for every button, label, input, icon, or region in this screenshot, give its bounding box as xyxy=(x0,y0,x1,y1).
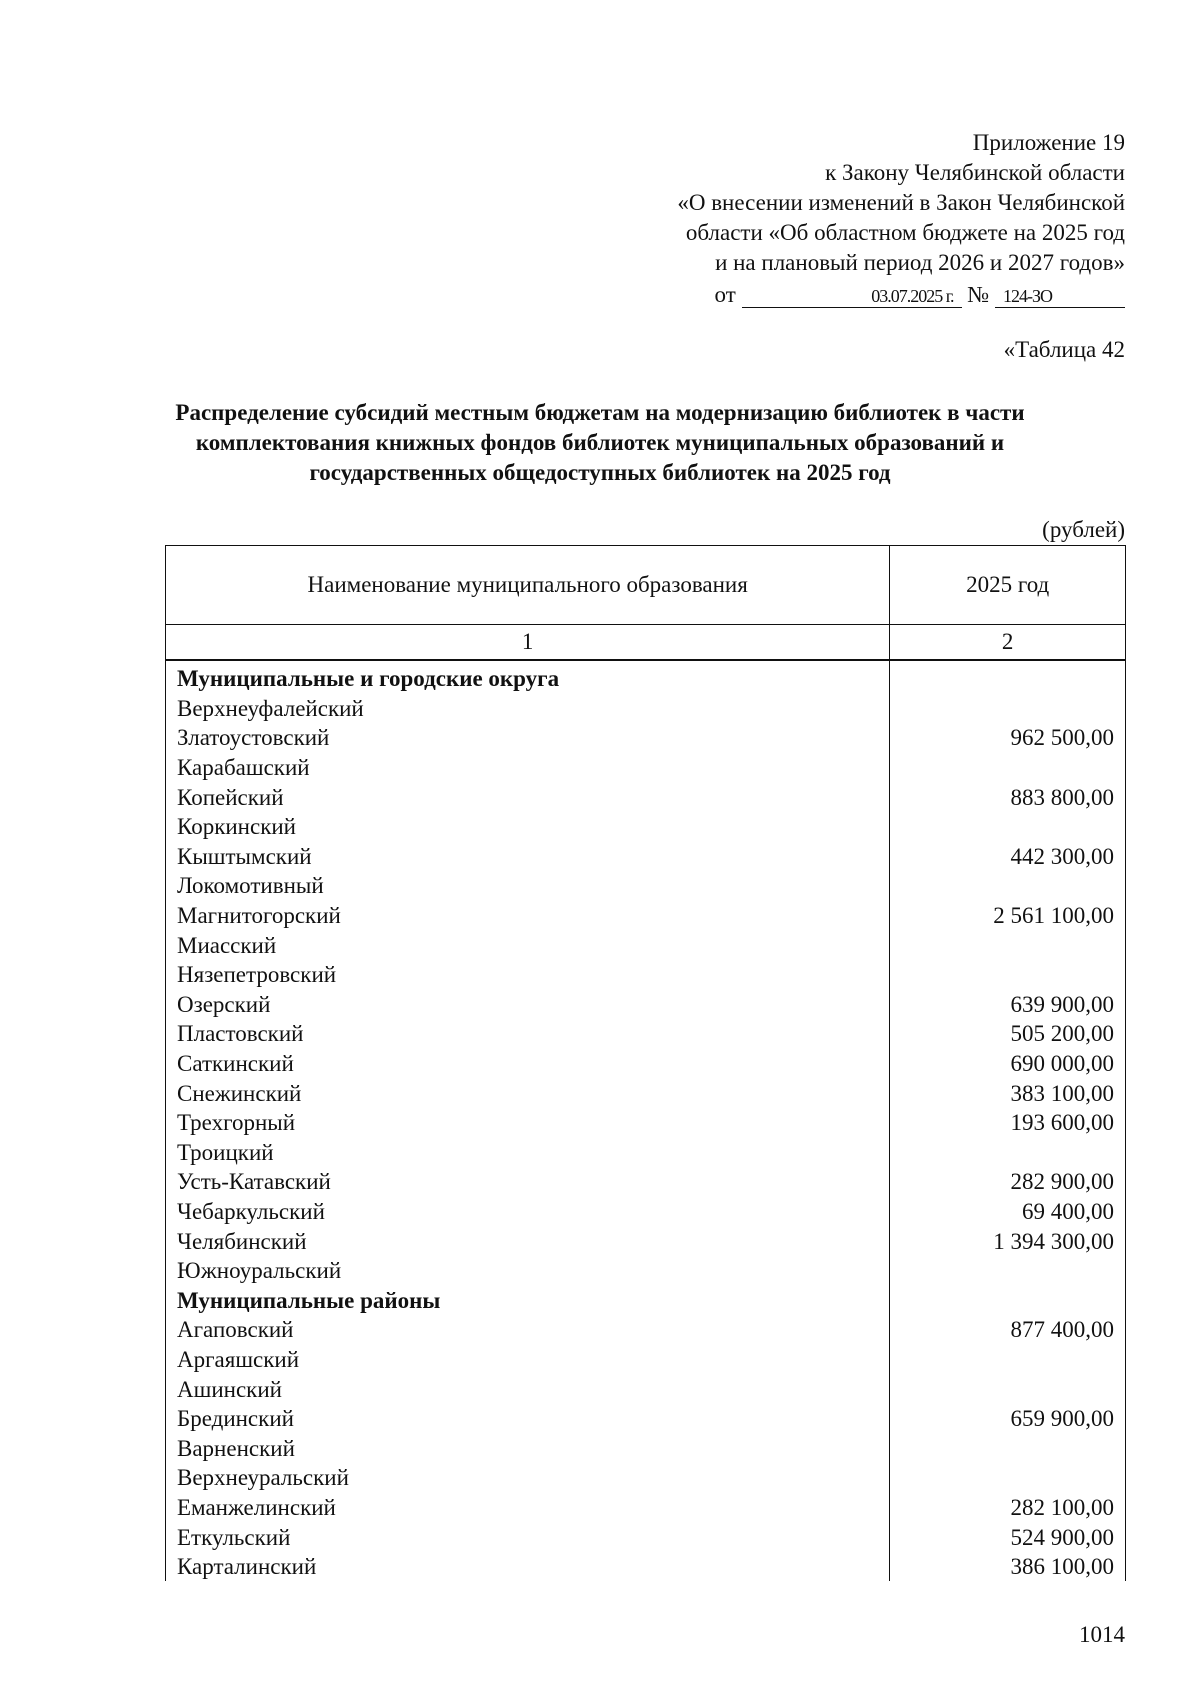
municipality-name: Магнитогорский xyxy=(166,901,890,931)
subsidy-amount xyxy=(890,1345,1126,1375)
subsidy-amount: 386 100,00 xyxy=(890,1552,1126,1582)
subsidy-amount: 282 100,00 xyxy=(890,1493,1126,1523)
table-row xyxy=(166,1197,1126,1227)
header-line: и на плановый период 2026 и 2027 годов» xyxy=(715,250,1125,275)
municipality-name: Верхнеуфалейский xyxy=(166,694,890,724)
table-row xyxy=(166,1256,1126,1286)
municipality-name: Челябинский xyxy=(166,1226,890,1256)
municipality-name: Усть-Катавский xyxy=(166,1167,890,1197)
table-row xyxy=(166,1493,1126,1523)
table-row xyxy=(166,1167,1126,1197)
table-row xyxy=(166,1226,1126,1256)
page-number: 1014 xyxy=(1079,1622,1125,1647)
municipality-name: Ашинский xyxy=(166,1374,890,1404)
subsidy-amount xyxy=(890,1285,1126,1315)
table-row xyxy=(166,930,1126,960)
municipality-name: Верхнеуральский xyxy=(166,1463,890,1493)
header-line: к Закону Челябинской области xyxy=(825,160,1125,185)
table-section-row xyxy=(166,1285,1126,1315)
subsidy-amount: 877 400,00 xyxy=(890,1315,1126,1345)
subsidy-amount: 690 000,00 xyxy=(890,1049,1126,1079)
municipality-name: Трехгорный xyxy=(166,1108,890,1138)
municipality-name: Кыштымский xyxy=(166,842,890,872)
subsidy-amount: 883 800,00 xyxy=(890,782,1126,812)
subsidy-amount xyxy=(890,871,1126,901)
header-line: «О внесении изменений в Закон Челябинской xyxy=(677,190,1125,215)
table-row xyxy=(166,1433,1126,1463)
subsidy-amount xyxy=(890,1433,1126,1463)
table-row xyxy=(166,1108,1126,1138)
header-line: области «Об областном бюджете на 2025 год xyxy=(685,220,1125,245)
municipality-name: Аргаяшский xyxy=(166,1345,890,1375)
municipality-name: Агаповский xyxy=(166,1315,890,1345)
subsidy-amount: 69 400,00 xyxy=(890,1197,1126,1227)
subsidy-amount xyxy=(890,930,1126,960)
law-registration-line xyxy=(565,280,1125,310)
municipality-name: Еманжелинский xyxy=(166,1493,890,1523)
subsidy-amount xyxy=(890,694,1126,724)
subsidy-amount xyxy=(890,660,1126,694)
subsidy-amount: 282 900,00 xyxy=(890,1167,1126,1197)
subsidy-amount: 524 900,00 xyxy=(890,1522,1126,1552)
table-row xyxy=(166,1078,1126,1108)
municipality-name: Чебаркульский xyxy=(166,1197,890,1227)
subsidy-amount xyxy=(890,1138,1126,1168)
subsidy-amount: 193 600,00 xyxy=(890,1108,1126,1138)
units-label: (рублей) xyxy=(1042,517,1125,542)
municipality-name: Нязепетровский xyxy=(166,960,890,990)
subsidy-amount: 639 900,00 xyxy=(890,990,1126,1020)
subsidy-amount xyxy=(890,1256,1126,1286)
table-row xyxy=(166,723,1126,753)
municipality-name: Варненский xyxy=(166,1433,890,1463)
table-row xyxy=(166,960,1126,990)
subsidy-amount: 2 561 100,00 xyxy=(890,901,1126,931)
column-number-1: 1 xyxy=(166,625,890,661)
header-line: Приложение 19 xyxy=(972,130,1125,155)
column-header-year: 2025 год xyxy=(890,546,1126,625)
municipality-name: Озерский xyxy=(166,990,890,1020)
column-header-name: Наименование муниципального образования xyxy=(166,546,890,625)
section-title: Муниципальные районы xyxy=(166,1285,890,1315)
table-row xyxy=(166,1404,1126,1434)
table-row xyxy=(166,694,1126,724)
table-row xyxy=(166,782,1126,812)
section-title: Муниципальные и городские округа xyxy=(166,660,890,694)
subsidy-amount: 383 100,00 xyxy=(890,1078,1126,1108)
table-number: «Таблица 42 xyxy=(1003,337,1125,362)
subsidy-amount: 442 300,00 xyxy=(890,842,1126,872)
from-label: от xyxy=(714,282,736,307)
municipality-name: Копейский xyxy=(166,782,890,812)
subsidy-table xyxy=(165,545,1126,1581)
subsidy-amount xyxy=(890,812,1126,842)
table-row xyxy=(166,1049,1126,1079)
municipality-name: Карабашский xyxy=(166,753,890,783)
subsidy-amount xyxy=(890,960,1126,990)
number-label: № xyxy=(967,282,990,307)
table-header-row xyxy=(166,546,1126,625)
table-row xyxy=(166,1374,1126,1404)
law-date: 03.07.2025 г. xyxy=(742,285,962,308)
table-row xyxy=(166,1463,1126,1493)
municipality-name: Саткинский xyxy=(166,1049,890,1079)
table-row xyxy=(166,1019,1126,1049)
table-row xyxy=(166,901,1126,931)
table-row xyxy=(166,871,1126,901)
column-number-2: 2 xyxy=(890,625,1126,661)
municipality-name: Коркинский xyxy=(166,812,890,842)
municipality-name: Троицкий xyxy=(166,1138,890,1168)
subsidy-amount: 659 900,00 xyxy=(890,1404,1126,1434)
subsidy-amount xyxy=(890,1463,1126,1493)
municipality-name: Локомотивный xyxy=(166,871,890,901)
municipality-name: Еткульский xyxy=(166,1522,890,1552)
table-row xyxy=(166,990,1126,1020)
table-row xyxy=(166,1522,1126,1552)
document-title: Распределение субсидий местным бюджетам на модернизацию библиотек в части комплектования книжных фондов библиотек муниципальных образований и государственных общедоступных библиотек на 2025 год xyxy=(175,400,1025,485)
table-section-row xyxy=(166,660,1126,694)
table-row xyxy=(166,1345,1126,1375)
table-row xyxy=(166,1138,1126,1168)
subsidy-amount xyxy=(890,1374,1126,1404)
subsidy-amount xyxy=(890,753,1126,783)
municipality-name: Златоустовский xyxy=(166,723,890,753)
column-number-row xyxy=(166,625,1126,661)
municipality-name: Брединский xyxy=(166,1404,890,1434)
law-number: 124-ЗО xyxy=(995,285,1125,308)
appendix-header xyxy=(565,128,1125,310)
table-row xyxy=(166,842,1126,872)
table-row xyxy=(166,1315,1126,1345)
table-row xyxy=(166,753,1126,783)
subsidy-amount: 1 394 300,00 xyxy=(890,1226,1126,1256)
table-body xyxy=(166,660,1126,1581)
municipality-name: Южноуральский xyxy=(166,1256,890,1286)
municipality-name: Снежинский xyxy=(166,1078,890,1108)
municipality-name: Карталинский xyxy=(166,1552,890,1582)
subsidy-amount: 505 200,00 xyxy=(890,1019,1126,1049)
subsidy-amount: 962 500,00 xyxy=(890,723,1126,753)
municipality-name: Миасский xyxy=(166,930,890,960)
table-row xyxy=(166,812,1126,842)
table-row xyxy=(166,1552,1126,1582)
municipality-name: Пластовский xyxy=(166,1019,890,1049)
